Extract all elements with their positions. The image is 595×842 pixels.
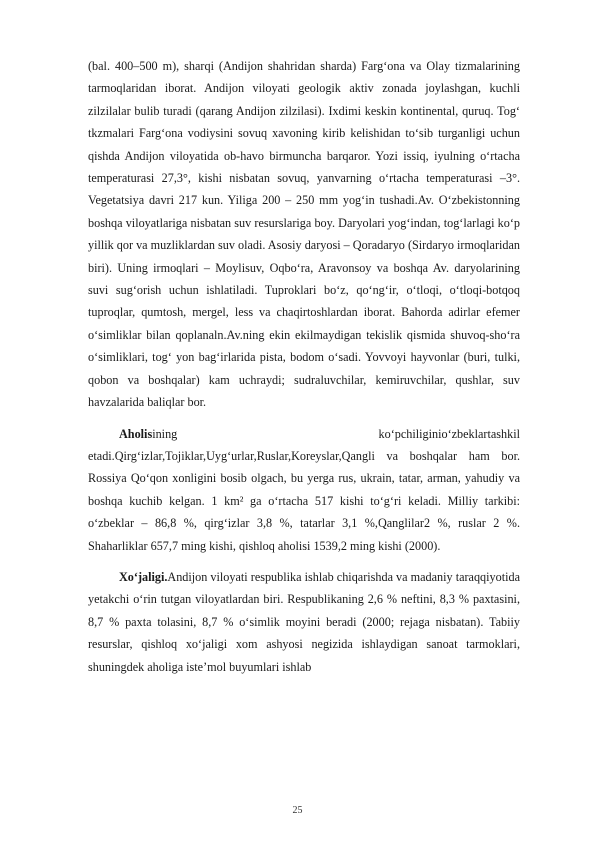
paragraph-lead: Aholis [119, 426, 153, 441]
paragraph-text: Andijon viloyati respublika ishlab chiqarishda va madaniy taraqqiyotida yetakchi o‘rin tutgan viloyatlardan biri. Respublikaning 2,6 % neftini, 8,3 % paxtasini, 8,7 % paxta tolasini, 8,7 % o‘simlik moyini beradi (2000; rejaga nisbatan). Tabiiy resurslar, qishloq xo‘jaligi xom ashyosi negizida ishlaydigan sanoat tarmoklari, shuningdek aholiga iste’mol buyumlari ishlab [88, 569, 520, 674]
paragraph-population [88, 423, 520, 557]
paragraph-lead: Xo‘jaligi. [119, 569, 168, 584]
paragraph-text: ining ko‘pchiliginio‘zbeklartashkil etadi.Qirg‘izlar,Tojiklar,Uyg‘urlar,Ruslar,Koreyslar,Qangli va boshqalar ham bor. Rossiya Qo‘qon xonligini bosib olgach, bu yerga rus, ukrain, tatar, arman, yahudiy va boshqa kuchib kelgan. 1 km² ga o‘rtacha 517 kishi to‘g‘ri keladi. Milliy tarkibi: o‘zbeklar – 86,8 %, qirg‘izlar 3,8 %, tatarlar 3,1 %,Qanglilar2 %, ruslar 2 %. Shaharliklar 657,7 ming kishi, qishloq aholisi 1539,2 ming kishi (2000). [88, 426, 520, 553]
document-page [88, 55, 520, 678]
paragraph-economy [88, 566, 520, 678]
page-number: 25 [292, 805, 303, 816]
paragraph-text: (bal. 400–500 m), sharqi (Andijon shahridan sharda) Farg‘ona va Olay tizmalarining tarmoqlaridan iborat. Andijon viloyati geologik aktiv zonada joylashgan, kuchli zilzilalar bulib turadi (qarang Andijon zilzilasi). Ixdimi keskin kontinental, quruq. Tog‘ tkzmalari Farg‘ona vodiysini sovuq xavoning kirib kelishidan to‘sib turganligi uchun qishda Andijon viloyatida ob-havo birmuncha barqaror. Yozi issiq, iyulning o‘rtacha temperaturasi 27,3°, kishi nisbatan sovuq, yanvarning o‘rtacha temperaturasi –3°. Vegetatsiya davri 217 kun. Yiliga 200 – 250 mm yog‘in tushadi.Av. O‘zbekistonning boshqa viloyatlariga nisbatan suv resurslariga boy. Daryolari yog‘indan, tog‘larlagi ko‘p yillik qor va muzliklardan suv oladi. Asosiy daryosi – Qoradaryo (Sirdaryo irmoqlaridan biri). Uning irmoqlari – Moylisuv, Oqbo‘ra, Aravonsoy va boshqa Av. daryolarining suvi sug‘orish uchun ishlatiladi. Tuproklari bo‘z, qo‘ng‘ir, o‘tloqi, o‘tloqi-botqoq tuproqlar, qumtosh, mergel, less va chaqirtoshlardan iborat. Bahorda adirlar efemer o‘simliklar bilan qoplanaln.Av.ning ekin ekilmaydigan tekislik qismida shuvoq-sho‘ra o‘simliklari, tog‘ yon bag‘irlarida pista, bodom o‘sadi. Yovvoyi hayvonlar (buri, tulki, qobon va boshqalar) kam uchraydi; sudraluvchilar, kemiruvchilar, qushlar, suv havzalarida baliqlar bor. [88, 59, 520, 410]
paragraph-geography [88, 55, 520, 414]
